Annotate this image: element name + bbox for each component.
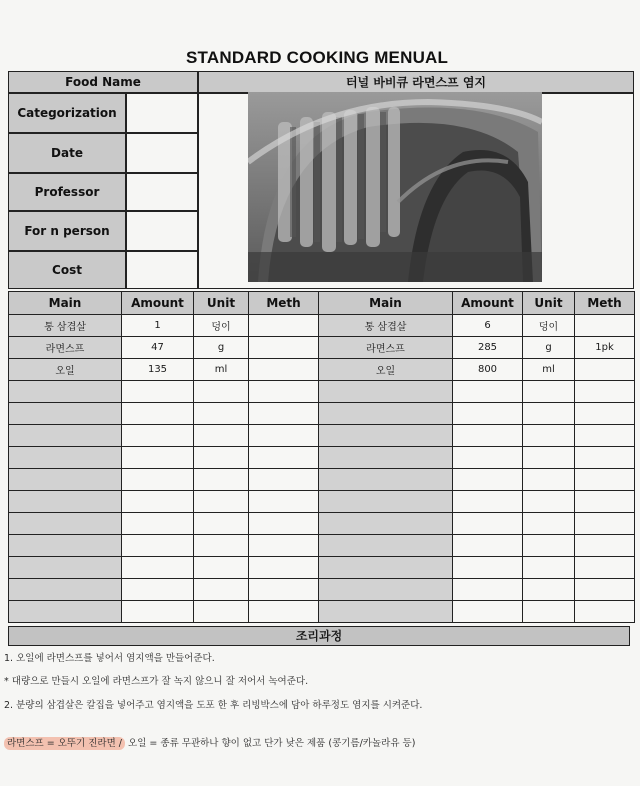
table-cell[interactable] (453, 601, 523, 623)
table-cell[interactable] (122, 557, 194, 579)
table-cell[interactable] (319, 381, 453, 403)
food-name-value: 터널 바비큐 라면스프 염지 (198, 71, 634, 93)
empty-rows (9, 381, 635, 623)
table-cell[interactable] (194, 601, 249, 623)
table-row (9, 425, 635, 447)
table-cell[interactable] (523, 425, 575, 447)
table-cell[interactable] (523, 557, 575, 579)
column-header: Amount (122, 292, 194, 315)
column-header: Unit (523, 292, 575, 315)
table-cell[interactable] (194, 381, 249, 403)
table-cell[interactable] (523, 447, 575, 469)
table-row (9, 403, 635, 425)
table-cell[interactable] (194, 579, 249, 601)
column-header: Unit (194, 292, 249, 315)
table-cell[interactable] (9, 513, 122, 535)
table-cell[interactable] (575, 447, 635, 469)
table-cell: 800 (453, 359, 523, 381)
table-cell[interactable] (249, 513, 319, 535)
date-value[interactable] (126, 133, 198, 173)
table-cell[interactable] (575, 425, 635, 447)
table-row (9, 359, 635, 381)
column-header: Main (9, 292, 122, 315)
table-cell[interactable] (249, 557, 319, 579)
table-cell: 통 삼겹살 (9, 315, 122, 337)
table-cell[interactable] (9, 535, 122, 557)
table-cell[interactable] (122, 491, 194, 513)
table-cell[interactable] (249, 403, 319, 425)
cooking-step: 2. 분량의 삼겹살은 칼집을 넣어주고 염지액을 도포 한 후 리빙박스에 담아 하루정도 염지를 시켜준다. (4, 700, 423, 711)
table-cell[interactable] (9, 579, 122, 601)
column-header: Amount (453, 292, 523, 315)
column-header: Meth (249, 292, 319, 315)
table-cell (249, 359, 319, 381)
table-row (9, 579, 635, 601)
table-cell[interactable] (249, 469, 319, 491)
tunnel-barbecue-photo (248, 92, 542, 282)
table-cell[interactable] (523, 491, 575, 513)
table-cell[interactable] (319, 469, 453, 491)
table-cell[interactable] (575, 381, 635, 403)
highlighted-note: 라면스프 = 오뚜기 진라면 / (4, 737, 125, 750)
table-cell: ml (523, 359, 575, 381)
table-cell[interactable] (523, 535, 575, 557)
for-n-person-value[interactable] (126, 211, 198, 251)
table-cell[interactable] (122, 425, 194, 447)
table-cell[interactable] (453, 469, 523, 491)
table-cell[interactable] (194, 425, 249, 447)
table-cell[interactable] (319, 579, 453, 601)
professor-value[interactable] (126, 173, 198, 211)
table-cell: g (523, 337, 575, 359)
table-cell[interactable] (9, 403, 122, 425)
table-row (9, 337, 635, 359)
table-row (9, 557, 635, 579)
table-cell[interactable] (575, 491, 635, 513)
table-cell[interactable] (575, 535, 635, 557)
table-cell: 135 (122, 359, 194, 381)
table-cell[interactable] (453, 381, 523, 403)
table-cell: 오일 (319, 359, 453, 381)
table-cell[interactable] (575, 513, 635, 535)
table-cell: ml (194, 359, 249, 381)
table-cell[interactable] (194, 403, 249, 425)
ingredient-note (4, 735, 415, 749)
table-cell[interactable] (523, 579, 575, 601)
table-cell: 라면스프 (319, 337, 453, 359)
table-cell[interactable] (453, 447, 523, 469)
table-cell[interactable] (9, 425, 122, 447)
professor-label: Professor (8, 173, 126, 211)
table-cell: 덩이 (523, 315, 575, 337)
table-cell: 1 (122, 315, 194, 337)
table-row (9, 513, 635, 535)
table-cell[interactable] (249, 447, 319, 469)
table-row (9, 447, 635, 469)
table-cell[interactable] (249, 579, 319, 601)
table-cell[interactable] (9, 491, 122, 513)
table-cell[interactable] (575, 403, 635, 425)
table-cell[interactable] (249, 381, 319, 403)
note-text: 오일 = 종류 무관하나 향이 없고 단가 낮은 제품 (콩기름/카놀라유 등) (125, 738, 416, 749)
table-cell[interactable] (249, 491, 319, 513)
column-header: Main (319, 292, 453, 315)
table-cell[interactable] (453, 513, 523, 535)
page-title: STANDARD COOKING MENUAL (186, 48, 449, 67)
table-cell[interactable] (194, 447, 249, 469)
table-cell[interactable] (453, 425, 523, 447)
table-cell[interactable] (122, 469, 194, 491)
table-cell[interactable] (319, 601, 453, 623)
table-cell[interactable] (122, 513, 194, 535)
food-name-label: Food Name (8, 71, 198, 93)
cost-label: Cost (8, 251, 126, 289)
table-cell[interactable] (9, 601, 122, 623)
table-cell[interactable] (523, 381, 575, 403)
table-row (9, 491, 635, 513)
table-cell: 통 삼겹살 (319, 315, 453, 337)
table-cell[interactable] (194, 557, 249, 579)
table-cell: 6 (453, 315, 523, 337)
table-cell[interactable] (194, 491, 249, 513)
table-row (9, 315, 635, 337)
table-cell[interactable] (453, 403, 523, 425)
table-cell[interactable] (122, 579, 194, 601)
table-cell[interactable] (523, 403, 575, 425)
table-cell[interactable] (249, 535, 319, 557)
table-cell[interactable] (575, 469, 635, 491)
table-cell (575, 359, 635, 381)
table-cell[interactable] (194, 469, 249, 491)
table-cell[interactable] (249, 425, 319, 447)
table-cell[interactable] (453, 491, 523, 513)
table-cell: g (194, 337, 249, 359)
table-cell[interactable] (319, 403, 453, 425)
table-cell (249, 315, 319, 337)
table-cell[interactable] (9, 447, 122, 469)
cooking-step: 1. 오일에 라면스프를 넣어서 염지액을 만들어준다. (4, 653, 215, 664)
table-cell[interactable] (9, 381, 122, 403)
table-cell[interactable] (122, 403, 194, 425)
table-cell: 라면스프 (9, 337, 122, 359)
for-n-person-label: For n person (8, 211, 126, 251)
table-cell[interactable] (319, 535, 453, 557)
table-cell[interactable] (453, 535, 523, 557)
table-cell (249, 337, 319, 359)
table-cell: 오일 (9, 359, 122, 381)
table-cell[interactable] (453, 579, 523, 601)
table-cell: 47 (122, 337, 194, 359)
table-cell[interactable] (319, 447, 453, 469)
table-row (9, 469, 635, 491)
table-cell[interactable] (319, 425, 453, 447)
table-cell[interactable] (9, 469, 122, 491)
table-cell[interactable] (523, 601, 575, 623)
table-cell[interactable] (319, 513, 453, 535)
column-header: Meth (575, 292, 635, 315)
table-cell (575, 315, 635, 337)
table-cell[interactable] (453, 557, 523, 579)
cost-value[interactable] (126, 251, 198, 289)
table-cell: 1pk (575, 337, 635, 359)
table-cell[interactable] (122, 447, 194, 469)
table-cell[interactable] (319, 491, 453, 513)
table-cell[interactable] (249, 601, 319, 623)
table-cell[interactable] (575, 601, 635, 623)
table-cell[interactable] (523, 469, 575, 491)
table-row (9, 381, 635, 403)
table-row (9, 601, 635, 623)
table-cell[interactable] (9, 557, 122, 579)
table-cell[interactable] (122, 601, 194, 623)
ingredients-table (8, 291, 634, 623)
table-row (9, 535, 635, 557)
table-cell[interactable] (194, 513, 249, 535)
table-cell[interactable] (523, 513, 575, 535)
table-cell[interactable] (575, 557, 635, 579)
date-label: Date (8, 133, 126, 173)
categorization-label: Categorization (8, 93, 126, 133)
table-cell: 285 (453, 337, 523, 359)
categorization-value[interactable] (126, 93, 198, 133)
table-cell[interactable] (122, 381, 194, 403)
cooking-step: * 대량으로 만들시 오일에 라면스프가 잘 녹지 않으니 잘 저어서 녹여준다. (4, 676, 309, 687)
table-cell[interactable] (575, 579, 635, 601)
table-cell: 덩이 (194, 315, 249, 337)
table-cell[interactable] (319, 557, 453, 579)
cooking-process-header: 조리과정 (8, 626, 630, 646)
table-cell[interactable] (122, 535, 194, 557)
table-header-row (9, 292, 635, 315)
table-cell[interactable] (194, 535, 249, 557)
